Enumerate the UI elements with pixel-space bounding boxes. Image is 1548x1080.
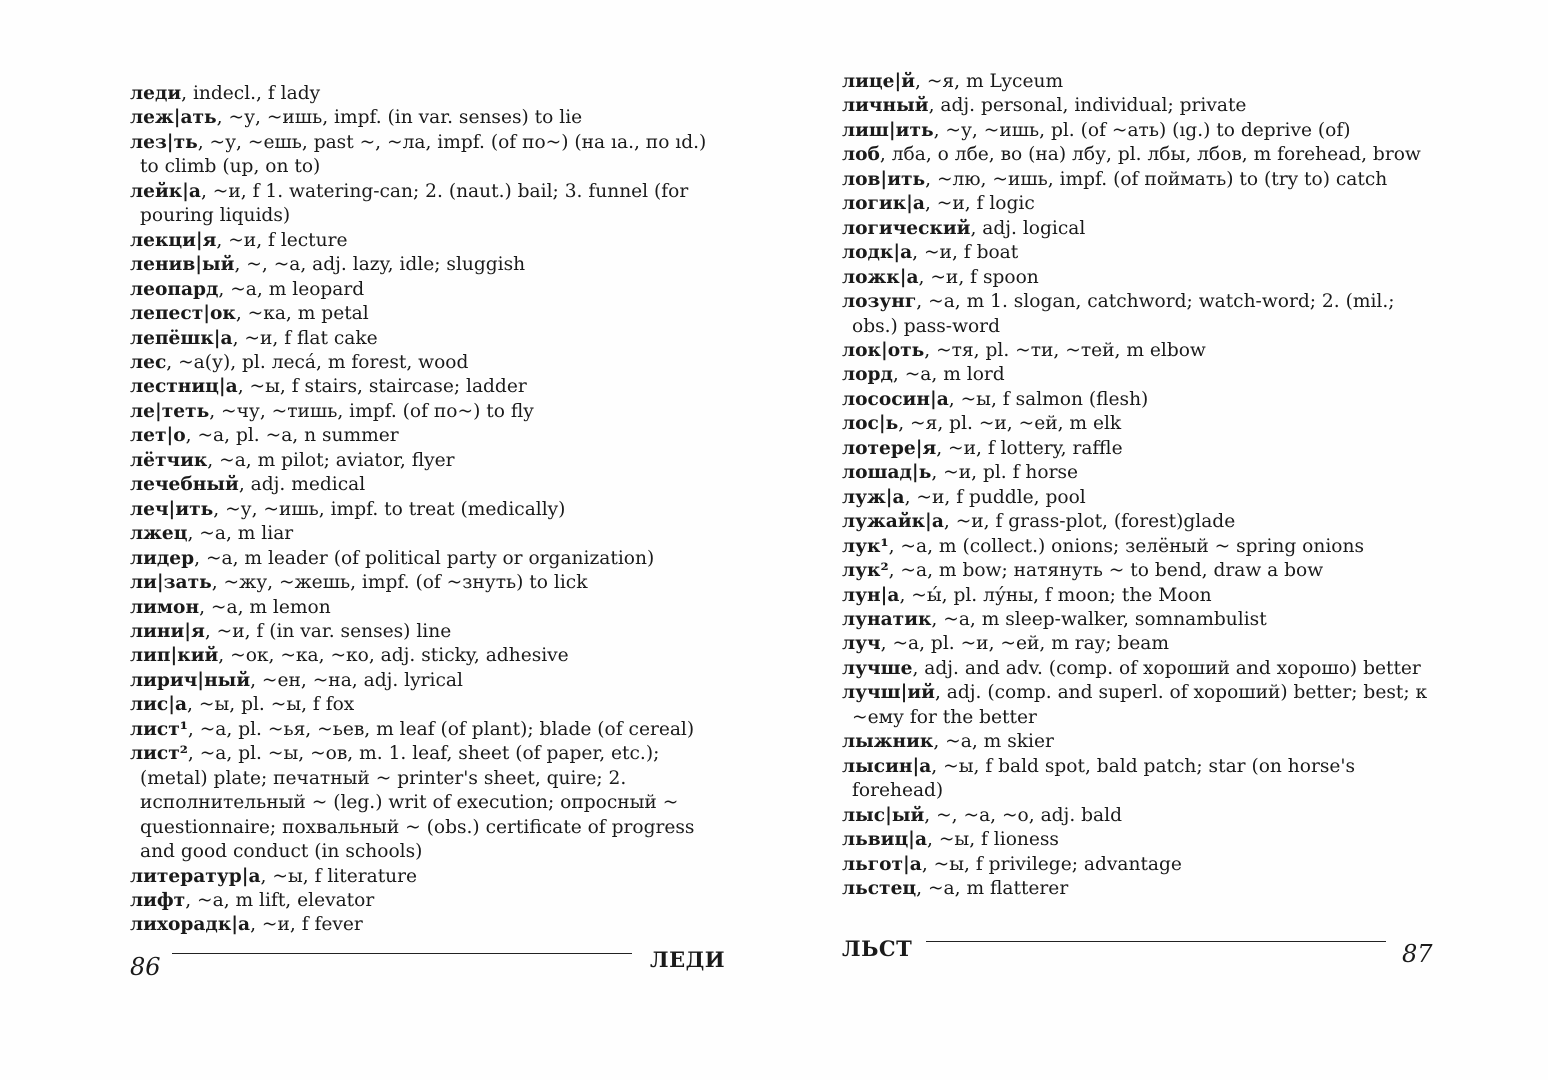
entry-column <box>842 70 1432 901</box>
dictionary-entry <box>842 853 1432 877</box>
entry-definition: , ~и, f spoon <box>918 266 1039 288</box>
entry-headword: личный <box>842 95 929 117</box>
entry-definition: , ~и, f fever <box>250 914 363 936</box>
entry-headword: лок|оть <box>842 339 925 361</box>
entry-headword: луч <box>842 633 881 655</box>
entry-headword: лис|а <box>130 694 188 716</box>
dictionary-entry <box>130 253 720 277</box>
entry-headword: лекци|я <box>130 229 217 251</box>
dictionary-entry <box>130 620 720 644</box>
dictionary-entry <box>842 730 1432 754</box>
entry-headword: ли|зать <box>130 572 212 594</box>
entry-headword: лимон <box>130 596 200 618</box>
entry-definition: , ~а, m leader (of political party or organization) <box>194 547 655 569</box>
dictionary-entry <box>130 278 720 302</box>
entry-definition: , ~а, m bow; натянуть ~ to bend, draw a bow <box>888 560 1324 582</box>
entry-headword: лыжник <box>842 731 934 753</box>
entry-headword: лодк|а <box>842 242 913 264</box>
entry-definition: , ~а, m lord <box>892 364 1005 386</box>
entry-definition: , ~а, m lemon <box>199 596 331 618</box>
entry-definition: , indecl., f lady <box>181 83 321 104</box>
dictionary-entry <box>842 632 1432 656</box>
dictionary-entry <box>842 119 1432 143</box>
entry-definition: , ~и, f lottery, raffle <box>936 437 1123 459</box>
entry-headword: лист² <box>130 743 188 765</box>
entry-definition: , ~лю, ~ишь, impf. (of поймать) to (try to) catch <box>925 168 1388 190</box>
entry-definition: , ~ы, f stairs, staircase; ladder <box>237 376 527 398</box>
dictionary-entry <box>130 669 720 693</box>
entry-definition: , ~а, pl. ~ья, ~ьев, m leaf (of plant); blade (of cereal) <box>187 718 695 740</box>
entry-headword: лозунг <box>842 291 917 313</box>
entry-headword: лестниц|а <box>130 376 238 398</box>
entry-headword: леди <box>130 83 182 104</box>
entry-headword: луж|а <box>842 486 905 508</box>
dictionary-entry <box>842 510 1432 534</box>
dictionary-entry <box>130 473 720 497</box>
entry-definition: , ~а, m (collect.) onions; зелёный ~ spring onions <box>888 535 1365 557</box>
page-number: 86 <box>130 953 161 981</box>
entry-headword: лучш|ий <box>842 682 935 704</box>
entry-definition: , ~ы, f privilege; advantage <box>921 853 1182 875</box>
entry-definition: , ~а, m liar <box>187 523 294 545</box>
entry-definition: , ~ка, m petal <box>235 303 369 325</box>
dictionary-entry <box>842 828 1432 852</box>
entry-definition: , ~а, m sleep-walker, somnambulist <box>931 608 1267 630</box>
entry-headword: лепёшк|а <box>130 327 233 349</box>
footer-rule <box>926 941 1386 942</box>
entry-headword: лётчик <box>130 449 208 471</box>
dictionary-entry <box>842 266 1432 290</box>
entry-headword: лист¹ <box>130 718 188 740</box>
entry-headword: лорд <box>842 364 893 386</box>
entry-definition: , ~а, m 1. slogan, catchword; watch-word; 2. (mil.; obs.) pass-word <box>852 291 1395 337</box>
dictionary-entry <box>130 742 720 864</box>
entry-headword: лепест|ок <box>130 303 236 325</box>
entry-definition: , ~ок, ~ка, ~ко, adj. sticky, adhesive <box>218 645 569 667</box>
entry-headword: лифт <box>130 889 186 911</box>
dictionary-entry <box>130 375 720 399</box>
entry-headword: лидер <box>130 547 195 569</box>
dictionary-entry <box>842 168 1432 192</box>
entry-definition: , ~ы, f lioness <box>927 829 1059 851</box>
running-head: ЛЬСТ <box>842 936 913 961</box>
dictionary-entry <box>130 913 720 937</box>
entry-headword: лирич|ный <box>130 669 251 691</box>
entry-definition: , ~жу, ~жешь, impf. (of ~знуть) to lick <box>211 572 588 594</box>
dictionary-entry <box>842 437 1432 461</box>
dictionary-entry <box>130 229 720 253</box>
dictionary-entry <box>842 143 1432 167</box>
entry-headword: лотере|я <box>842 437 937 459</box>
dictionary-entry <box>842 584 1432 608</box>
dictionary-entry <box>130 82 720 106</box>
dictionary-entry <box>842 681 1432 730</box>
entry-headword: лоб <box>842 144 880 166</box>
entry-headword: лысин|а <box>842 755 932 777</box>
entry-headword: лов|ить <box>842 168 926 190</box>
dictionary-entry <box>842 657 1432 681</box>
dictionary-entry <box>130 351 720 375</box>
entry-definition: , ~и, f 1. watering-can; 2. (naut.) bail; 3. funnel (for pouring liquids) <box>140 180 689 227</box>
entry-headword: лет|о <box>130 425 186 447</box>
dictionary-entry <box>842 192 1432 216</box>
entry-headword: львиц|а <box>842 829 927 851</box>
right-page <box>774 0 1548 1080</box>
entry-headword: лошад|ь <box>842 462 932 484</box>
entry-headword: ле|теть <box>130 400 210 422</box>
entry-definition: , ~я, pl. ~и, ~ей, m elk <box>898 413 1122 435</box>
entry-definition: , ~, ~а, ~о, adj. bald <box>924 804 1122 826</box>
dictionary-entry <box>842 608 1432 632</box>
entry-definition: , ~я, m Lyceum <box>915 71 1064 92</box>
dictionary-entry <box>130 889 720 913</box>
entry-headword: логик|а <box>842 193 925 215</box>
entry-headword: леч|ить <box>130 498 214 520</box>
dictionary-entry <box>842 461 1432 485</box>
dictionary-entry <box>130 302 720 326</box>
entry-definition: , ~ы́, pl. лу́ны, f moon; the Moon <box>899 584 1212 606</box>
entry-definition: , ~и, f (in var. senses) line <box>204 620 452 642</box>
dictionary-entry <box>842 412 1432 436</box>
dictionary-entry <box>130 327 720 351</box>
dictionary-entry <box>130 106 720 130</box>
entry-headword: лейк|а <box>130 180 201 202</box>
entry-headword: лыс|ый <box>842 804 925 826</box>
footer-rule <box>172 953 632 954</box>
entry-definition: , adj. and adv. (comp. of хороший and хорошо) better <box>912 657 1421 679</box>
dictionary-entry <box>842 877 1432 901</box>
entry-definition: , ~тя, pl. ~ти, ~тей, m elbow <box>924 339 1206 361</box>
entry-definition: , ~чу, ~тишь, impf. (of по~) to fly <box>209 400 534 422</box>
entry-headword: лос|ь <box>842 413 899 435</box>
entry-definition: , adj. personal, individual; private <box>928 95 1247 117</box>
entry-definition: , ~а, pl. ~а, n summer <box>185 425 399 447</box>
entry-definition: , ~и, f boat <box>912 242 1019 264</box>
entry-definition: , ~и, f puddle, pool <box>904 486 1086 508</box>
entry-definition: , ~а, m skier <box>933 731 1054 753</box>
dictionary-entry <box>130 498 720 522</box>
dictionary-entry <box>842 241 1432 265</box>
entry-definition: , adj. medical <box>238 474 366 496</box>
entry-headword: лес <box>130 351 167 373</box>
entry-headword: лечебный <box>130 474 239 496</box>
entry-definition: , ~ы, pl. ~ы, f fox <box>187 694 355 716</box>
entry-definition: , ~у, ~ишь, pl. (of ~ать) (ıg.) to deprive (of) <box>933 119 1351 141</box>
entry-definition: , adj. (comp. and superl. of хороший) better; best; к ~ему for the better <box>852 682 1428 728</box>
entry-headword: лини|я <box>130 620 205 642</box>
entry-definition: , ~, ~а, adj. lazy, idle; sluggish <box>234 254 526 276</box>
entry-headword: лужайк|а <box>842 511 944 533</box>
entry-definition: , ~а(у), pl. леса́, m forest, wood <box>166 351 469 373</box>
entry-definition: , ~ен, ~на, adj. lyrical <box>250 669 463 691</box>
entry-definition: , ~и, f lecture <box>216 229 348 251</box>
dictionary-entry <box>842 486 1432 510</box>
entry-headword: льстец <box>842 877 917 899</box>
dictionary-entry <box>842 388 1432 412</box>
entry-definition: , ~у, ~ешь, past ~, ~ла, impf. (of по~) (на ıa., по ıd.) to climb (up, on to) <box>140 131 707 178</box>
entry-headword: лез|ть <box>130 131 198 153</box>
dictionary-entry <box>842 804 1432 828</box>
entry-definition: , ~а, m lift, elevator <box>185 889 375 911</box>
running-head: ЛЕДИ <box>650 947 726 972</box>
entry-headword: ложк|а <box>842 266 919 288</box>
entry-definition: , ~ы, f salmon (flesh) <box>948 388 1149 410</box>
dictionary-entry <box>130 718 720 742</box>
entry-headword: лип|кий <box>130 645 219 667</box>
entry-definition: , ~у, ~ишь, impf. to treat (medically) <box>213 498 566 520</box>
entry-headword: лунатик <box>842 608 932 630</box>
dictionary-entry <box>842 217 1432 241</box>
entry-headword: лихорадк|а <box>130 914 251 936</box>
entry-headword: лжец <box>130 523 188 545</box>
dictionary-entry <box>842 755 1432 804</box>
entry-column <box>130 82 720 938</box>
entry-definition: , ~а, m pilot; aviator, flyer <box>207 449 455 471</box>
entry-definition: , ~и, f logic <box>924 193 1035 215</box>
dictionary-entry <box>842 290 1432 339</box>
entry-definition: , ~ы, f bald spot, bald patch; star (on horse's forehead) <box>852 755 1356 802</box>
dictionary-entry <box>842 363 1432 387</box>
entry-definition: , ~и, pl. f horse <box>931 462 1079 484</box>
dictionary-entry <box>130 865 720 889</box>
dictionary-entry <box>130 644 720 668</box>
dictionary-entry <box>130 693 720 717</box>
entry-headword: лиш|ить <box>842 119 934 141</box>
dictionary-entry <box>842 559 1432 583</box>
dictionary-entry <box>130 571 720 595</box>
entry-headword: льгот|а <box>842 853 922 875</box>
entry-headword: лице|й <box>842 71 916 92</box>
entry-definition: , лба, о лбе, во (на) лбу, pl. лбы, лбов, m forehead, brow <box>879 144 1421 166</box>
entry-headword: логический <box>842 217 971 239</box>
dictionary-entry <box>130 131 720 180</box>
entry-headword: лук¹ <box>842 535 889 557</box>
dictionary-entry <box>130 180 720 229</box>
entry-headword: леж|ать <box>130 107 217 129</box>
entry-headword: ленив|ый <box>130 254 235 276</box>
entry-definition: , ~у, ~ишь, impf. (in var. senses) to lie <box>216 107 583 129</box>
entry-headword: лук² <box>842 560 889 582</box>
entry-definition: , ~а, pl. ~ы, ~ов, m. 1. leaf, sheet (of paper, etc.); (metal) plate; печатный ~ printer's sheet, quire; 2. исполнительный ~ (leg.) writ of execution; опросный ~ questionnaire; похвальный ~ (obs.) certificate of progress and good conduct (in schools) <box>140 743 695 863</box>
page-number: 87 <box>1402 940 1433 968</box>
entry-headword: лучше <box>842 657 913 679</box>
entry-definition: , ~и, f grass-plot, (forest)glade <box>943 511 1236 533</box>
dictionary-entry <box>130 522 720 546</box>
entry-definition: , adj. logical <box>970 217 1086 239</box>
entry-headword: леопард <box>130 278 219 300</box>
entry-definition: , ~ы, f literature <box>260 865 418 887</box>
dictionary-entry <box>130 449 720 473</box>
dictionary-entry <box>130 424 720 448</box>
dictionary-entry <box>130 547 720 571</box>
dictionary-entry <box>842 535 1432 559</box>
dictionary-entry <box>130 596 720 620</box>
entry-headword: лососин|а <box>842 388 949 410</box>
dictionary-entry <box>842 339 1432 363</box>
entry-definition: , ~и, f flat cake <box>232 327 378 349</box>
dictionary-entry <box>130 400 720 424</box>
entry-headword: литератур|а <box>130 865 261 887</box>
dictionary-entry <box>842 94 1432 118</box>
entry-definition: , ~а, m leopard <box>218 278 365 300</box>
dictionary-entry <box>842 70 1432 94</box>
entry-definition: , ~а, m flatterer <box>916 877 1069 899</box>
entry-headword: лун|а <box>842 584 900 606</box>
entry-definition: , ~а, pl. ~и, ~ей, m ray; beam <box>880 633 1170 655</box>
